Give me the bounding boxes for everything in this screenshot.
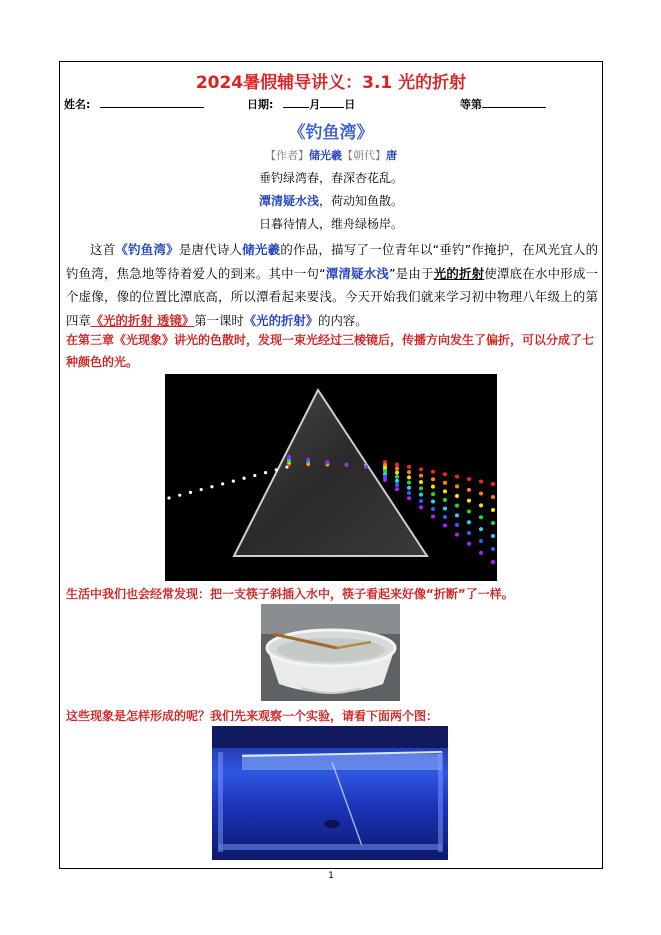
spectrum-dot [407,470,411,474]
spectrum-dot [455,475,459,479]
spectrum-dot [491,547,495,551]
spectrum-dot [395,471,399,475]
intro-paragraph [66,238,598,332]
spectrum-dot [431,500,435,504]
spectrum-dot [443,515,447,519]
white-light-dot [232,479,235,482]
poem-line-3: 日暮待情人，维舟绿杨岸。 [258,217,403,231]
note-chopstick: 生活中我们也会经常发现：把一支筷子斜插入水中，筷子看起来好像“折断”了一样。 [66,587,514,601]
document-title: 2024暑假辅导讲义：3.1 光的折射 [195,73,467,93]
day-label: 日 [344,98,356,111]
poem-title: 《钓鱼湾》 [288,123,374,143]
spectrum-dot [407,486,411,490]
spectrum-dot [455,484,459,488]
spectrum-dot [443,506,447,510]
verse-ref: 潭清疑水浅 [325,265,390,281]
name-field[interactable] [64,96,204,112]
spectrum-dot [419,505,423,509]
dynasty-name: 唐 [386,149,397,162]
spectrum-dot [467,499,471,503]
page-number: 1 [328,871,334,881]
spectrum-dot [479,480,483,484]
spectrum-dot [467,531,471,535]
white-light-dot [178,494,181,497]
spectrum-dot [455,494,459,498]
intro-text: 第一课时 [194,312,244,328]
spectrum-dot [467,488,471,492]
spectrum-dot [467,542,471,546]
intro-text: 是唐代诗人 [178,242,243,257]
date-label: 日期: [247,98,274,111]
spectrum-dot [395,462,399,466]
poem-meta [60,147,602,163]
poet-ref: 储光羲 [242,242,281,257]
intro-text: 的作品，描写了一位青年以“垂钓”作掩护，在风光宜人的钓鱼湾，焦急地等待着爱人的到来。其中一句“ [66,242,599,281]
white-light-dot [221,482,224,485]
spectrum-dot [479,527,483,531]
spectrum-dot [467,520,471,524]
spectrum-dot [395,467,399,471]
spectrum-dot [491,560,495,564]
spectrum-dot [395,479,399,483]
white-light-dot [210,485,213,488]
spectrum-dot [419,467,423,471]
key-term: 光的折射 [433,265,485,281]
spectrum-dot [395,487,399,491]
spectrum-dot [431,470,435,474]
poem-line-2-rest: ，荷动知鱼散。 [319,194,404,208]
name-label: 姓名: [64,98,91,111]
inner-spectrum-dot [345,463,349,467]
spectrum-dot [431,507,435,511]
spectrum-dot [419,493,423,497]
spectrum-dot [407,481,411,485]
inner-spectrum-dot [364,465,368,469]
note-dispersion: 在第三章《光现象》讲光的色散时，发现一束光经过三棱镜后，传播方向发生了偏折，可以分成了七种颜色的光。 [66,333,595,369]
month-label: 月 [309,98,321,111]
inner-spectrum-dot [326,460,330,464]
spectrum-dot [419,486,423,490]
spectrum-dot [455,513,459,517]
chopstick-in-water-image [261,604,400,701]
poem-line-1: 垂钓绿湾春，春深杏花乱。 [258,171,403,185]
dynasty-tag: 【朝代】 [342,149,386,162]
spectrum-dot [407,496,411,500]
day-blank[interactable] [320,96,344,108]
spectrum-dot [479,503,483,507]
chapter-ref: 《光的折射 透镜》 [90,312,195,328]
grade-label: 等第 [460,98,482,111]
author-name: 储光羲 [309,149,342,162]
spectrum-dot [419,474,423,478]
white-light-dot [275,468,278,471]
inner-spectrum-dot [287,455,291,459]
note-experiment: 这些现象是怎样形成的呢？我们先来观察一个实验，请看下面两个图： [66,709,439,723]
spectrum-dot [491,495,495,499]
white-light-dot [167,496,170,499]
spectrum-dot [407,491,411,495]
spectrum-dot [479,515,483,519]
white-light-dot [253,474,256,477]
month-blank[interactable] [283,96,309,108]
spectrum-dot [479,539,483,543]
spectrum-dot [431,477,435,481]
author-tag: 【作者】 [265,149,309,162]
water-tank-experiment-image [212,726,448,860]
white-light-dot [264,471,267,474]
poem-line-2 [60,192,602,209]
white-light-dot [242,477,245,480]
spectrum-dot [455,504,459,508]
spectrum-dot [443,489,447,493]
poem-line-2-highlight: 潭清疑水浅 [258,194,319,208]
spectrum-dot [467,477,471,481]
spectrum-dot [479,551,483,555]
spectrum-dot [491,482,495,486]
spectrum-dot [383,478,387,482]
spectrum-dot [455,523,459,527]
spectrum-dot [443,498,447,502]
inner-spectrum-dot [306,457,310,461]
spectrum-dot [395,483,399,487]
grade-blank[interactable] [482,96,546,108]
spectrum-dot [395,475,399,479]
spectrum-dot [419,480,423,484]
intro-text: 的内容。 [318,312,368,328]
lesson-ref: 《光的折射》 [243,312,319,328]
spectrum-dot [467,509,471,513]
spectrum-dot [443,472,447,476]
white-light-dot [200,488,203,491]
spectrum-dot [491,534,495,538]
spectrum-dot [431,485,435,489]
date-field[interactable] [247,96,355,112]
spectrum-dot [443,481,447,485]
spectrum-dot [455,533,459,537]
spectrum-dot [491,521,495,525]
white-light-dot [189,491,192,494]
poem-ref: 《钓鱼湾》 [115,242,179,257]
grade-field[interactable] [460,96,546,112]
spectrum-dot [479,491,483,495]
intro-text: 这首 [90,242,116,257]
prism-dispersion-image [165,374,497,581]
spectrum-dot [407,465,411,469]
spectrum-dot [443,524,447,528]
spectrum-dot [419,499,423,503]
spectrum-dot [491,508,495,512]
spectrum-dot [431,492,435,496]
name-blank[interactable] [100,96,204,108]
intro-text: ”是由于 [389,265,434,281]
spectrum-dot [407,475,411,479]
intro-text: 使潭底在水中形成一个虚像，像的位置比潭底高，所以潭看起来要浅。今天开始我们就来学习初中物理八年级上的第四章 [66,265,599,328]
spectrum-dot [431,514,435,518]
